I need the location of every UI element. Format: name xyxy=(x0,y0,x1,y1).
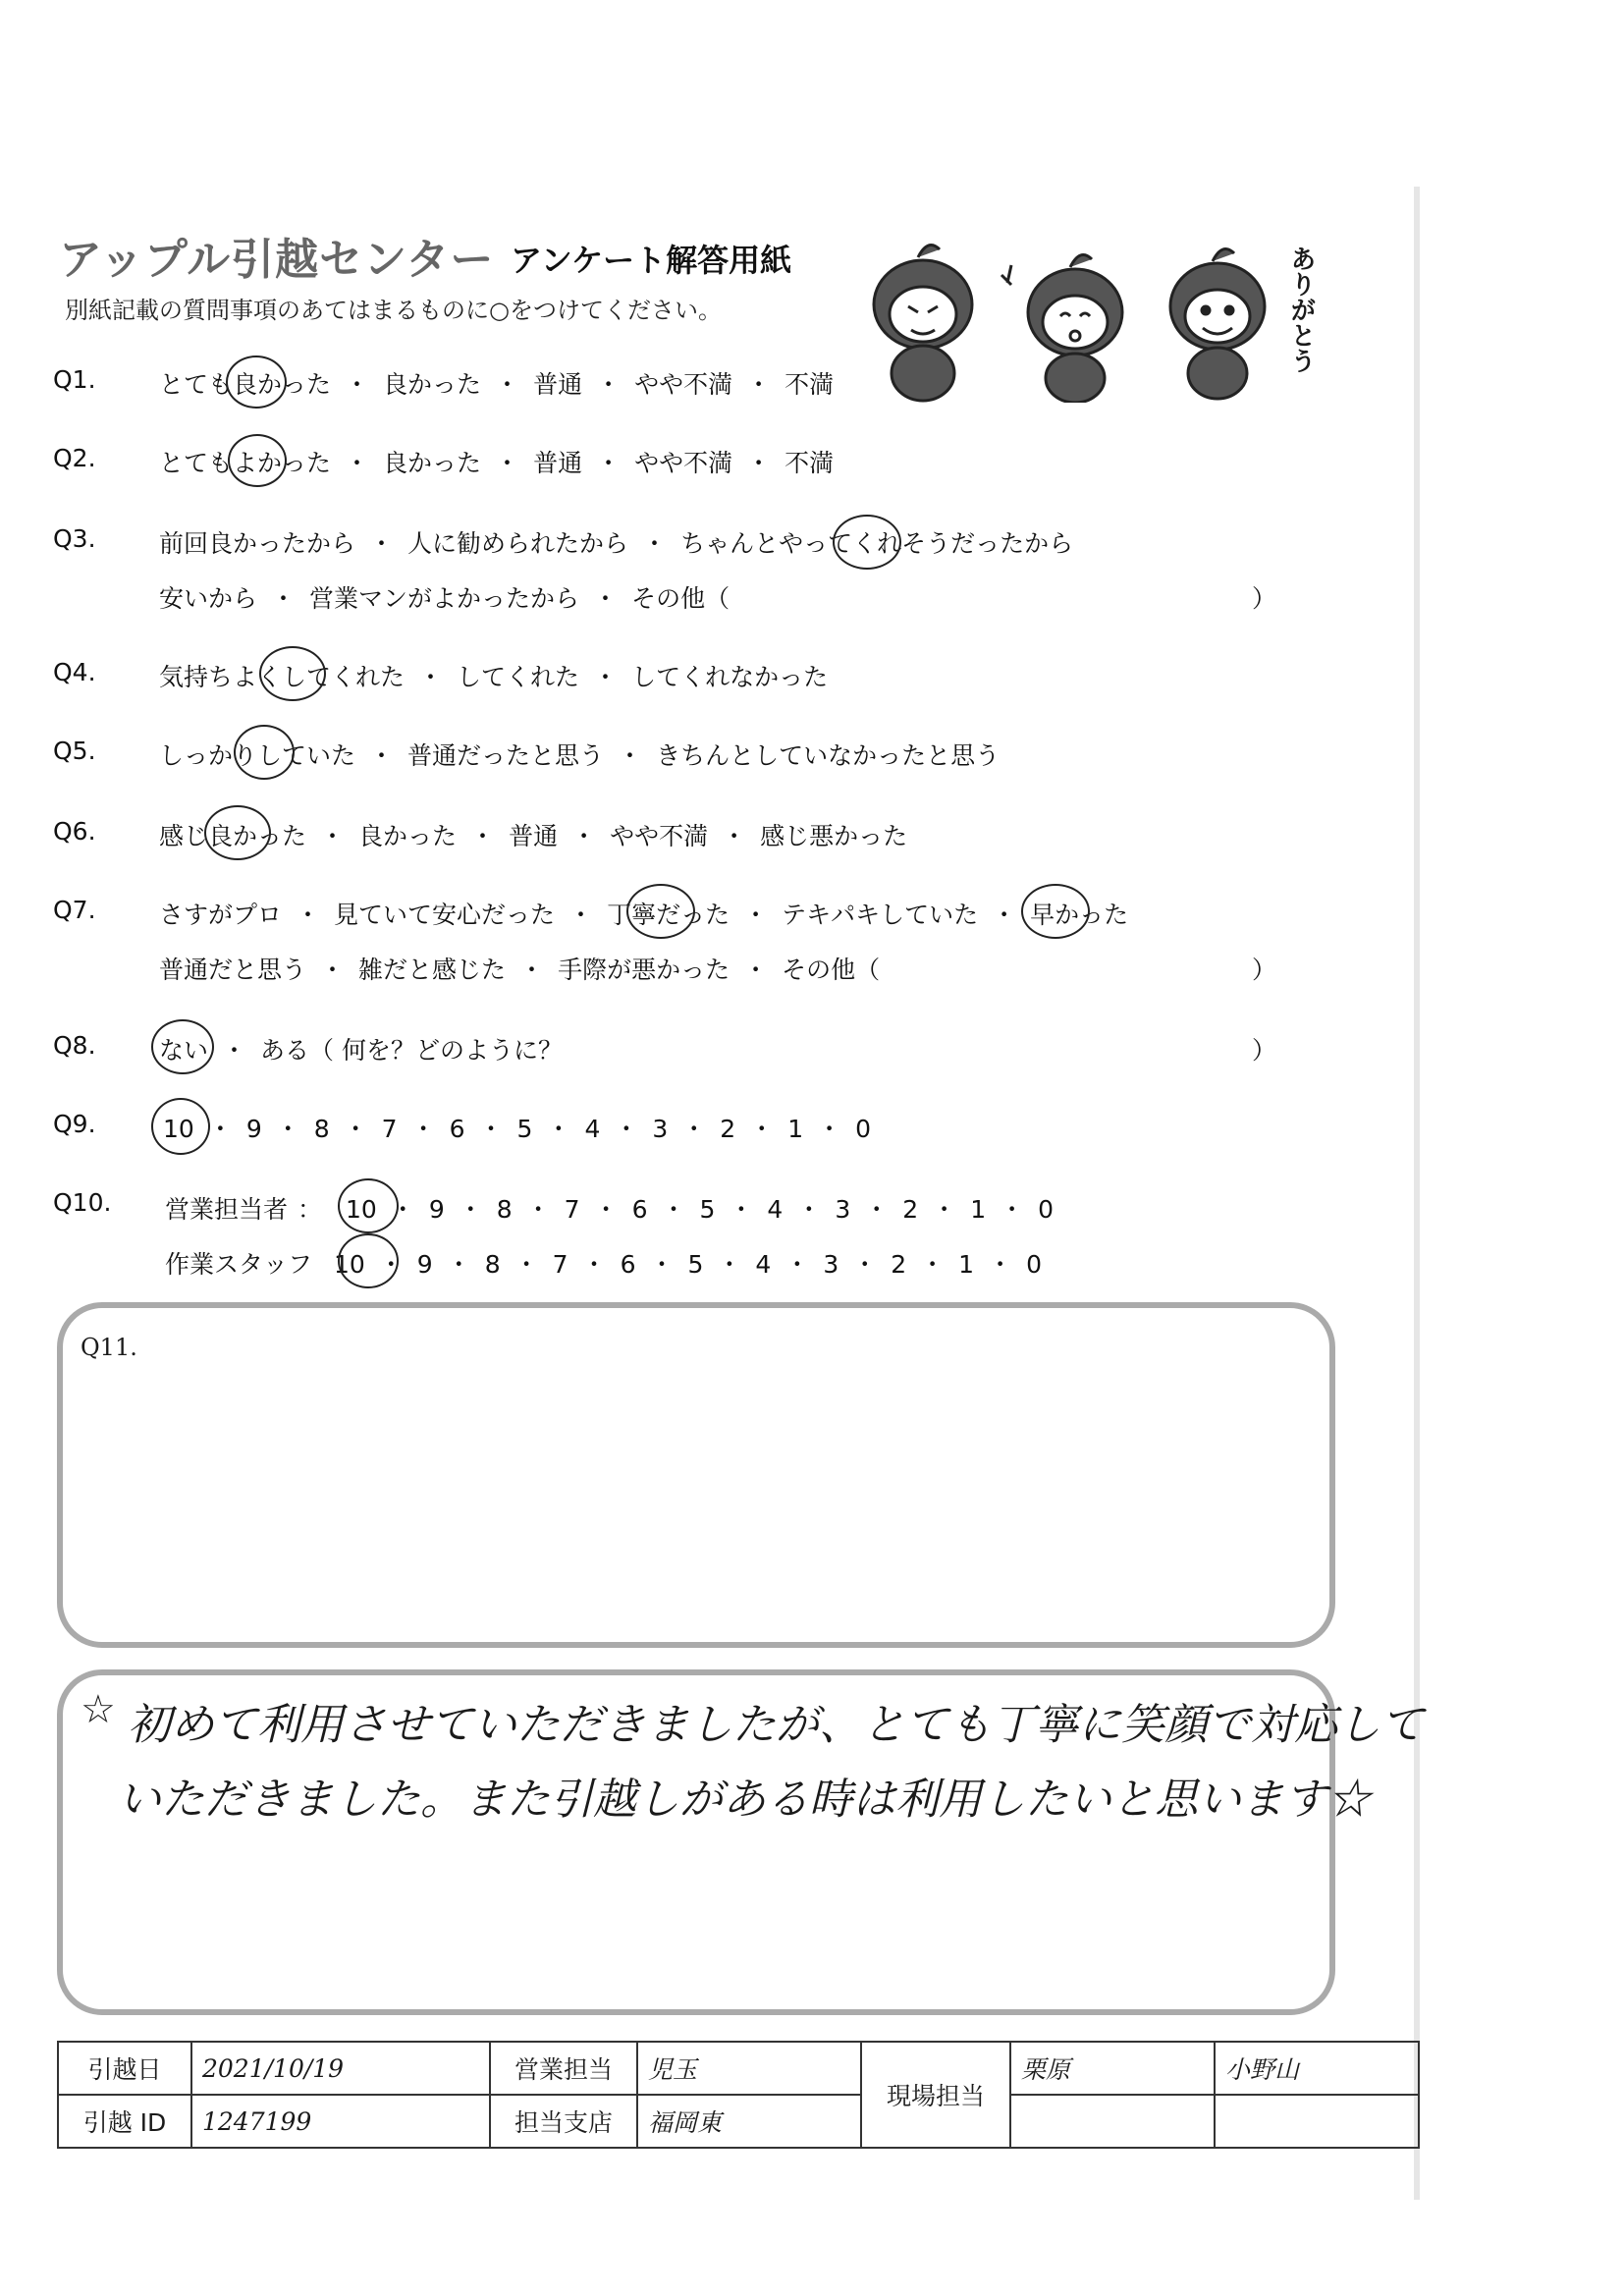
q10-staff-score[interactable]: 10 xyxy=(333,1250,365,1279)
q3-option[interactable]: 人に勧められたから xyxy=(407,529,629,558)
q9-score[interactable]: 10 xyxy=(163,1115,194,1143)
q10-sales-score[interactable]: 3 xyxy=(835,1195,851,1224)
q2-options: とてもよかった ・ 良かった ・ 普通 ・ やや不満 ・ 不満 xyxy=(159,449,835,477)
q10-sales-label: 営業担当者 xyxy=(165,1195,289,1224)
q6-option[interactable]: 普通 xyxy=(509,822,559,850)
q3-option[interactable]: 営業マンがよかったから xyxy=(309,584,580,613)
q7-option[interactable]: 丁寧だった xyxy=(607,901,730,929)
q2-option[interactable]: とてもよかった xyxy=(159,449,332,477)
q6-option[interactable]: 感じ悪かった xyxy=(760,822,908,850)
q4-label: Q4. xyxy=(53,658,96,686)
q5-option[interactable]: きちんとしていなかったと思う xyxy=(656,741,1001,770)
q2-label: Q2. xyxy=(53,444,96,472)
answer-circle xyxy=(338,1178,399,1233)
q10-sales-score[interactable]: 5 xyxy=(699,1195,716,1224)
q3-option[interactable]: 安いから xyxy=(159,584,258,613)
q2-option[interactable]: 良かった xyxy=(383,449,482,477)
q9-score[interactable]: 2 xyxy=(720,1115,736,1143)
q10-sales-score[interactable]: 4 xyxy=(767,1195,784,1224)
company-title: アップル引越センター xyxy=(59,235,495,285)
q2-option[interactable]: 普通 xyxy=(533,449,583,477)
answer-circle xyxy=(626,884,695,939)
q9-score[interactable]: 7 xyxy=(381,1115,398,1143)
q1-options: とても良かった ・ 良かった ・ 普通 ・ やや不満 ・ 不満 xyxy=(159,370,835,399)
answer-circle xyxy=(338,1233,399,1288)
q9-score[interactable]: 6 xyxy=(449,1115,465,1143)
q6-option[interactable]: やや不満 xyxy=(610,822,709,850)
q10-sales-row: 営業担当者 ： 10 ・ 9 ・ 8 ・ 7 ・ 6 ・ 5 ・ 4 ・ 3 ・ 2 ・ 1 ・ 0 xyxy=(165,1195,1055,1224)
q10-staff-score[interactable]: 4 xyxy=(755,1250,772,1279)
q7-label: Q7. xyxy=(53,896,96,924)
q1-option[interactable]: やや不満 xyxy=(634,370,733,399)
mascot-illustration xyxy=(854,236,1316,403)
q7-option[interactable]: その他（ xyxy=(782,956,881,984)
q5-label: Q5. xyxy=(53,737,96,765)
q10-sales-score[interactable]: 7 xyxy=(564,1195,580,1224)
q10-staff-score[interactable]: 0 xyxy=(1026,1250,1042,1279)
q7-line1: さすがプロ ・ 見ていて安心だった ・ 丁寧だった ・ テキパキしていた ・ 早かった xyxy=(159,901,1129,929)
site-value-1[interactable]: 栗原 xyxy=(1010,2042,1215,2095)
q6-option[interactable]: 良かった xyxy=(358,822,458,850)
q5-option[interactable]: しっかりしていた xyxy=(159,741,356,770)
q10-sales-score[interactable]: 10 xyxy=(345,1195,377,1224)
q3-label: Q3. xyxy=(53,524,96,553)
answer-circle xyxy=(226,355,287,409)
q6-option[interactable]: 感じ良かった xyxy=(159,822,307,850)
q5-option[interactable]: 普通だったと思う xyxy=(407,741,605,770)
q10-sales-score[interactable]: 1 xyxy=(970,1195,987,1224)
q8-option[interactable]: ない xyxy=(159,1036,209,1065)
q10-staff-score[interactable]: 8 xyxy=(484,1250,501,1279)
q7-option[interactable]: 手際が悪かった xyxy=(558,956,730,984)
q9-score[interactable]: 8 xyxy=(313,1115,330,1143)
q9-scale: 10 ・ 9 ・ 8 ・ 7 ・ 6 ・ 5 ・ 4 ・ 3 ・ 2 ・ 1 ・ 0 xyxy=(163,1115,872,1143)
sales-label: 営業担当 xyxy=(490,2042,637,2095)
q10-sales-score[interactable]: 2 xyxy=(902,1195,919,1224)
site-label: 現場担当 xyxy=(861,2042,1010,2148)
q1-option[interactable]: とても良かった xyxy=(159,370,332,399)
q9-score[interactable]: 3 xyxy=(652,1115,669,1143)
q4-option[interactable]: してくれなかった xyxy=(631,663,829,691)
site-empty-cell[interactable] xyxy=(1010,2095,1215,2148)
answer-circle xyxy=(228,434,287,487)
q9-score[interactable]: 5 xyxy=(516,1115,533,1143)
q8-label: Q8. xyxy=(53,1031,96,1060)
answer-circle xyxy=(151,1019,214,1074)
q5-options: しっかりしていた ・ 普通だったと思う ・ きちんとしていなかったと思う xyxy=(159,741,1001,770)
q9-score[interactable]: 1 xyxy=(787,1115,804,1143)
q10-staff-row: 作業スタッフ 10 ・ 9 ・ 8 ・ 7 ・ 6 ・ 5 ・ 4 ・ 3 ・ 2 ・ 1 ・ 0 xyxy=(165,1250,1042,1279)
q3-line2: 安いから ・ 営業マンがよかったから ・ その他（ xyxy=(159,584,730,613)
q3-option[interactable]: ちゃんとやってくれそうだったから xyxy=(680,529,1074,558)
branch-label: 担当支店 xyxy=(490,2095,637,2148)
scan-edge xyxy=(1414,187,1420,2200)
q3-line1: 前回良かったから ・ 人に勧められたから ・ ちゃんとやってくれそうだったから xyxy=(159,529,1074,558)
answer-circle xyxy=(204,805,271,860)
q10-staff-score[interactable]: 7 xyxy=(552,1250,568,1279)
q10-sales-score[interactable]: 0 xyxy=(1038,1195,1055,1224)
move-date-label: 引越日 xyxy=(58,2042,191,2095)
answer-circle xyxy=(833,515,901,570)
mascot-thanks-text: ありがとう xyxy=(1286,246,1316,373)
answer-circle xyxy=(234,725,295,780)
move-id-label: 引越 ID xyxy=(58,2095,191,2148)
footer-info-table xyxy=(57,2041,1420,2149)
q4-option[interactable]: してくれた xyxy=(457,663,580,691)
q6-options: 感じ良かった ・ 良かった ・ 普通 ・ やや不満 ・ 感じ悪かった xyxy=(159,822,908,850)
q9-score[interactable]: 4 xyxy=(584,1115,601,1143)
q3-option[interactable]: 前回良かったから xyxy=(159,529,356,558)
q10-staff-score[interactable]: 5 xyxy=(687,1250,704,1279)
comment-line-2: いただきました。また引越しがある時は利用したいと思います☆ xyxy=(118,1775,1371,1825)
q7-option[interactable]: テキパキしていた xyxy=(782,901,979,929)
q11-box[interactable] xyxy=(57,1302,1335,1648)
answer-circle xyxy=(1021,884,1090,939)
q10-staff-score[interactable]: 2 xyxy=(891,1250,907,1279)
form-subtitle: アンケート解答用紙 xyxy=(511,242,792,279)
q10-staff-score[interactable]: 6 xyxy=(620,1250,636,1279)
site-value-2[interactable]: 小野山 xyxy=(1215,2042,1419,2095)
q1-label: Q1. xyxy=(53,365,96,394)
q4-option[interactable]: 気持ちよくしてくれた xyxy=(159,663,406,691)
q3-option[interactable]: その他（ xyxy=(631,584,730,613)
q7-option[interactable]: 雑だと感じた xyxy=(358,956,507,984)
star-icon: ☆ xyxy=(81,1687,116,1732)
q9-label: Q9. xyxy=(53,1110,96,1138)
q10-label: Q10. xyxy=(53,1188,112,1217)
monkey-icon xyxy=(874,246,972,402)
q4-options: 気持ちよくしてくれた ・ してくれた ・ してくれなかった xyxy=(159,663,829,691)
answer-circle xyxy=(151,1098,210,1155)
q7-option[interactable]: 普通だと思う xyxy=(159,956,307,984)
q11-label: Q11. xyxy=(81,1334,137,1361)
comment-line-1: 初めて利用させていただきましたが、とても丁寧に笑顔で対応して xyxy=(128,1700,1424,1750)
q8-options: ない ・ ある（ 何を？どのように？ xyxy=(159,1036,563,1065)
q10-staff-score[interactable]: 9 xyxy=(416,1250,433,1279)
move-date-value[interactable]: 2021/10/19 xyxy=(191,2042,490,2095)
q10-staff-score[interactable]: 1 xyxy=(958,1250,975,1279)
q2-option[interactable]: 不満 xyxy=(784,449,835,477)
branch-value[interactable]: 福岡東 xyxy=(637,2095,861,2148)
move-id-value[interactable]: 1247199 xyxy=(191,2095,490,2148)
q1-option[interactable]: 普通 xyxy=(533,370,583,399)
q9-score[interactable]: 0 xyxy=(855,1115,872,1143)
q10-sales-score[interactable]: 9 xyxy=(428,1195,445,1224)
q10-staff-score[interactable]: 3 xyxy=(823,1250,839,1279)
q2-option[interactable]: やや不満 xyxy=(634,449,733,477)
monkey-icon xyxy=(1001,255,1122,404)
q7-option[interactable]: 早かった xyxy=(1030,901,1129,929)
q10-sales-score[interactable]: 8 xyxy=(496,1195,513,1224)
answer-circle xyxy=(259,646,326,701)
q7-line2: 普通だと思う ・ 雑だと感じた ・ 手際が悪かった ・ その他（ xyxy=(159,956,881,984)
q10-sales-score[interactable]: 6 xyxy=(631,1195,648,1224)
q7-option[interactable]: 見ていて安心だった xyxy=(334,901,556,929)
monkey-icon xyxy=(1170,249,1265,400)
q6-label: Q6. xyxy=(53,817,96,846)
site-empty-cell[interactable] xyxy=(1215,2095,1419,2148)
q7-close-paren: ） xyxy=(1252,956,1277,984)
q3-close-paren: ） xyxy=(1252,584,1277,613)
q8-option[interactable]: ある（ 何を？どのように？ xyxy=(260,1036,563,1065)
q10-staff-label: 作業スタッフ xyxy=(165,1250,313,1279)
sales-value[interactable]: 児玉 xyxy=(637,2042,861,2095)
q7-option[interactable]: さすがプロ xyxy=(159,901,283,929)
q1-option[interactable]: 良かった xyxy=(383,370,482,399)
q9-score[interactable]: 9 xyxy=(245,1115,262,1143)
q1-option[interactable]: 不満 xyxy=(784,370,835,399)
instruction-text: 別紙記載の質問事項のあてはまるものに○をつけてください。 xyxy=(65,297,722,324)
q8-close-paren: ） xyxy=(1252,1036,1277,1065)
q10-sep: ： xyxy=(298,1195,323,1224)
